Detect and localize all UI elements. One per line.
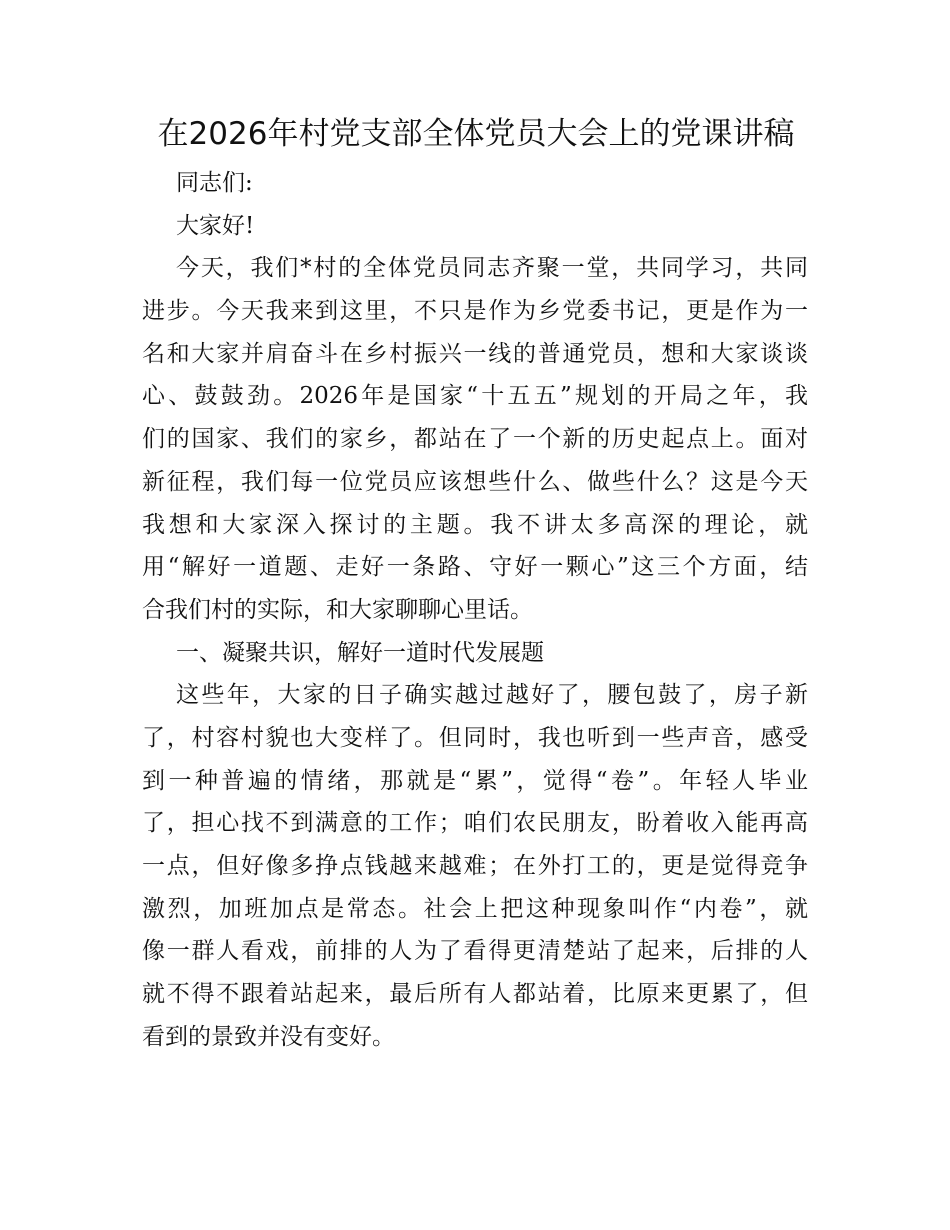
section-heading bbox=[142, 632, 808, 675]
text-line: 像一群人看戏，前排的人为了看得更清楚站了起来，后排的人 bbox=[142, 938, 808, 965]
text-line: 进步。今天我来到这里，不只是作为乡党委书记，更是作为一 bbox=[142, 298, 808, 325]
text-line: 一、凝聚共识，解好一道时代发展题 bbox=[176, 639, 544, 666]
document-body bbox=[142, 162, 808, 1058]
text-line: 用“解好一道题、走好一条路、守好一颗心”这三个方面，结 bbox=[142, 554, 808, 581]
text-line: 名和大家并肩奋斗在乡村振兴一线的普通党员，想和大家谈谈 bbox=[142, 340, 808, 367]
text-line: 激烈，加班加点是常态。社会上把这种现象叫作“内卷”，就 bbox=[142, 895, 808, 922]
text-line: 心、鼓鼓劲。2026年是国家“十五五”规划的开局之年，我 bbox=[142, 383, 808, 410]
greeting-paragraph bbox=[142, 205, 808, 248]
text-line: 同志们: bbox=[176, 170, 253, 196]
section-paragraph bbox=[142, 674, 808, 1058]
salutation-paragraph bbox=[142, 162, 808, 205]
text-line: 我想和大家深入探讨的主题。我不讲太多高深的理论，就 bbox=[142, 511, 808, 538]
text-line: 了，担心找不到满意的工作；咱们农民朋友，盼着收入能再高 bbox=[142, 810, 808, 837]
text-line: 就不得不跟着站起来，最后所有人都站着，比原来更累了，但 bbox=[142, 981, 808, 1008]
text-line: 这些年，大家的日子确实越过越好了，腰包鼓了，房子新 bbox=[176, 682, 808, 709]
document-title: 在2026年村党支部全体党员大会上的党课讲稿 bbox=[157, 116, 795, 152]
text-line: 大家好! bbox=[176, 212, 255, 239]
text-line: 新征程，我们每一位党员应该想些什么、做些什么？这是今天 bbox=[142, 468, 808, 495]
text-line: 了，村容村貌也大变样了。但同时，我也听到一些声音，感受 bbox=[142, 724, 808, 751]
text-line: 今天，我们*村的全体党员同志齐聚一堂，共同学习，共同 bbox=[176, 255, 808, 282]
text-line: 合我们村的实际，和大家聊聊心里话。 bbox=[142, 596, 533, 623]
intro-paragraph bbox=[142, 247, 808, 631]
text-line: 们的国家、我们的家乡，都站在了一个新的历史起点上。面对 bbox=[142, 426, 808, 453]
text-line: 看到的景致并没有变好。 bbox=[142, 1023, 395, 1050]
text-line: 一点，但好像多挣点钱越来越难；在外打工的，更是觉得竞争 bbox=[142, 853, 808, 879]
text-line: 到一种普遍的情绪，那就是“累”，觉得“卷”。年轻人毕业 bbox=[142, 767, 808, 794]
